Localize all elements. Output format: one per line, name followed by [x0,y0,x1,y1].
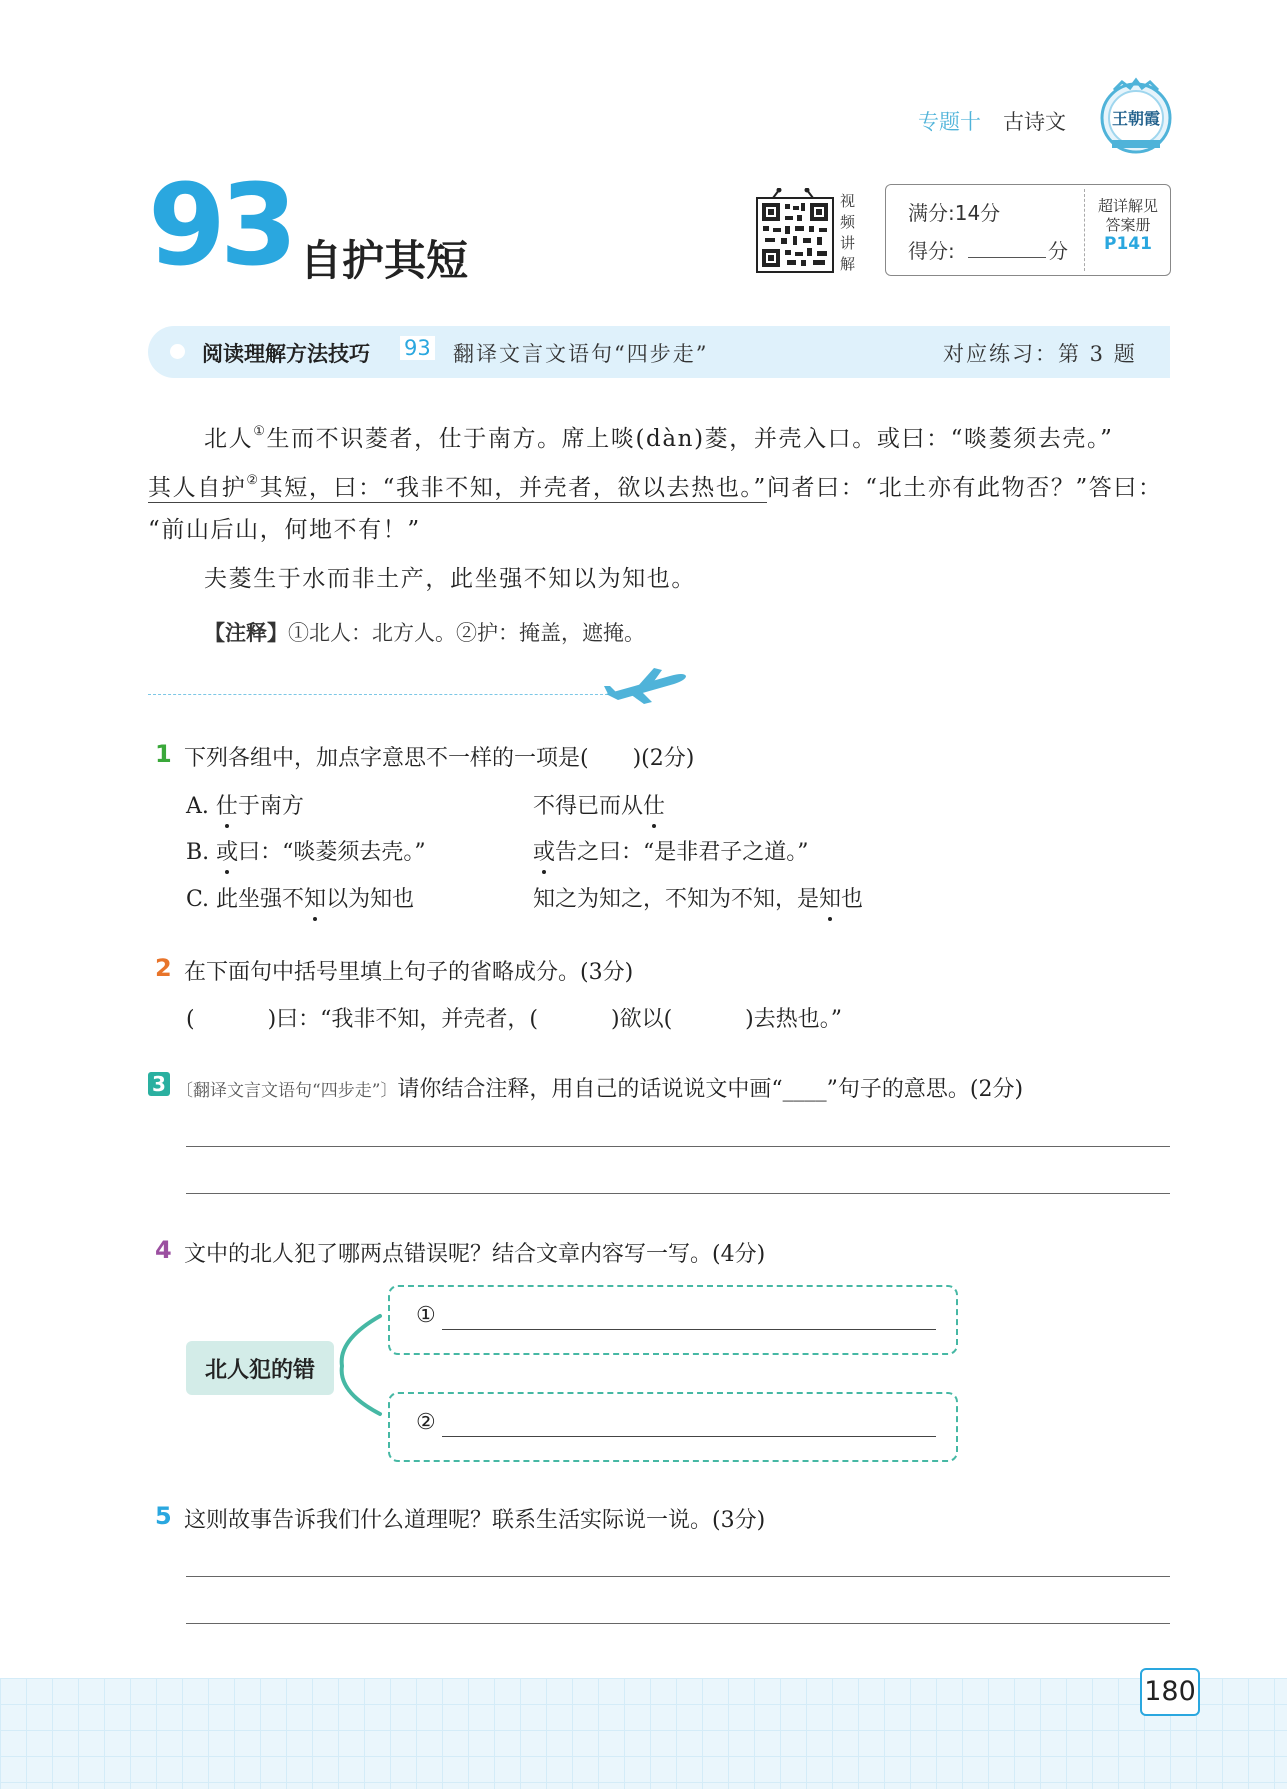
qr-side-char: 频 [840,213,856,231]
question-text: 这则故事告诉我们什么道理呢？联系生活实际说一说。(3分) [184,1508,766,1533]
option-b-right: 或告之曰：“是非君子之道。” [533,840,809,865]
topic-label: 专题十 [918,110,981,134]
passage-line: “前山后山，何地不有！” [148,517,421,543]
branch-connector [334,1310,390,1420]
answer-line[interactable] [186,1623,1170,1624]
option-a-right: 不得已而从仕 [533,794,666,819]
fill-in-sentence[interactable]: ( )曰：“我非不知，并壳者，( )欲以( )去热也。” [186,1007,842,1032]
lesson-title: 自护其短 [300,236,469,285]
answer-line[interactable] [186,1146,1170,1147]
topic-name: 古诗文 [1003,110,1066,134]
option-a-left[interactable]: A. 仕于南方 [186,794,304,819]
footer-grid-band [0,1678,1287,1789]
banner-label: 阅读理解方法技巧 [202,342,370,366]
option-b-left[interactable]: B. 或曰：“啖菱须去壳。” [186,840,426,865]
score-divider [1084,189,1085,271]
score-box [885,184,1171,276]
banner-dot-icon [170,344,185,359]
answer-ref-line: 答案册 [1105,216,1151,234]
answer-line[interactable] [442,1436,936,1437]
banner-practice: 对应练习：第 3 题 [943,342,1137,366]
passage-line: 北人①生而不识菱者，仕于南方。席上啖(dàn)菱，并壳入口。或曰：“啖菱须去壳。” [204,424,1114,452]
item-number: ① [416,1303,436,1328]
passage-line: 其人自护②其短，曰：“我非不知，并壳者，欲以去热也。”问者曰：“北土亦有此物否？”答曰： [148,473,1163,501]
note-label: 【注释】 [204,621,288,645]
method-tag: 〔翻译文言文语句“四步走”〕 [176,1081,398,1101]
publisher-logo [1096,76,1176,156]
airplane-icon [600,664,690,706]
page-number-box [1140,1668,1200,1716]
banner-number: 93 [400,336,435,360]
question-number: 3 [148,1072,170,1096]
page-number: 180 [1144,1676,1196,1707]
question-number: 4 [155,1236,172,1264]
dashed-divider [148,694,608,695]
answer-line[interactable] [442,1329,936,1330]
answer-box-1[interactable] [388,1285,958,1355]
score-full: 满分:14分 [908,201,1001,225]
lesson-number: 93 [148,161,292,291]
answer-page: P141 [1104,234,1152,254]
passage-line: 夫菱生于水而非土产，此坐强不知以为知也。 [204,566,696,592]
method-banner [148,326,1170,378]
answer-reference [1088,197,1168,254]
answer-ref-line: 超详解见 [1097,197,1158,215]
passage-note [204,617,645,647]
qr-side-char: 讲 [840,234,856,252]
option-c-right: 知之为知之，不知为不知，是知也 [533,887,864,912]
answer-line[interactable] [186,1576,1170,1577]
question-text: 〔翻译文言文语句“四步走”〕请你结合注释，用自己的话说说文中画“____”句子的意思。(2分) [176,1077,1024,1102]
score-blank[interactable] [968,257,1046,258]
banner-text: 翻译文言文语句“四步走” [453,342,709,366]
underlined-sentence: 其人自护②其短，曰：“我非不知，并壳者，欲以去热也。” [148,473,767,501]
mind-map-root [186,1341,334,1395]
answer-box-2[interactable] [388,1392,958,1462]
question-text: 文中的北人犯了哪两点错误呢？结合文章内容写一写。(4分) [184,1242,766,1267]
question-text: 下列各组中，加点字意思不一样的一项是( )(2分) [184,746,695,771]
question-number: 1 [155,740,172,768]
item-number: ② [416,1410,436,1435]
question-number: 5 [155,1502,172,1530]
score-got-label: 得分: [908,239,955,263]
answer-line[interactable] [186,1193,1170,1194]
logo-text: 王朝霞 [1111,109,1161,128]
mind-map-label: 北人犯的错 [204,1358,315,1383]
question-text: 在下面句中括号里填上句子的省略成分。(3分) [184,960,634,985]
question-number: 2 [155,954,172,982]
qr-code-icon[interactable] [755,188,835,274]
qr-side-char: 解 [840,255,856,273]
score-unit: 分 [1048,239,1068,263]
note-text: ①北人：北方人。②护：掩盖，遮掩。 [288,621,645,645]
qr-side-char: 视 [840,192,856,210]
option-c-left[interactable]: C. 此坐强不知以为知也 [186,887,415,912]
